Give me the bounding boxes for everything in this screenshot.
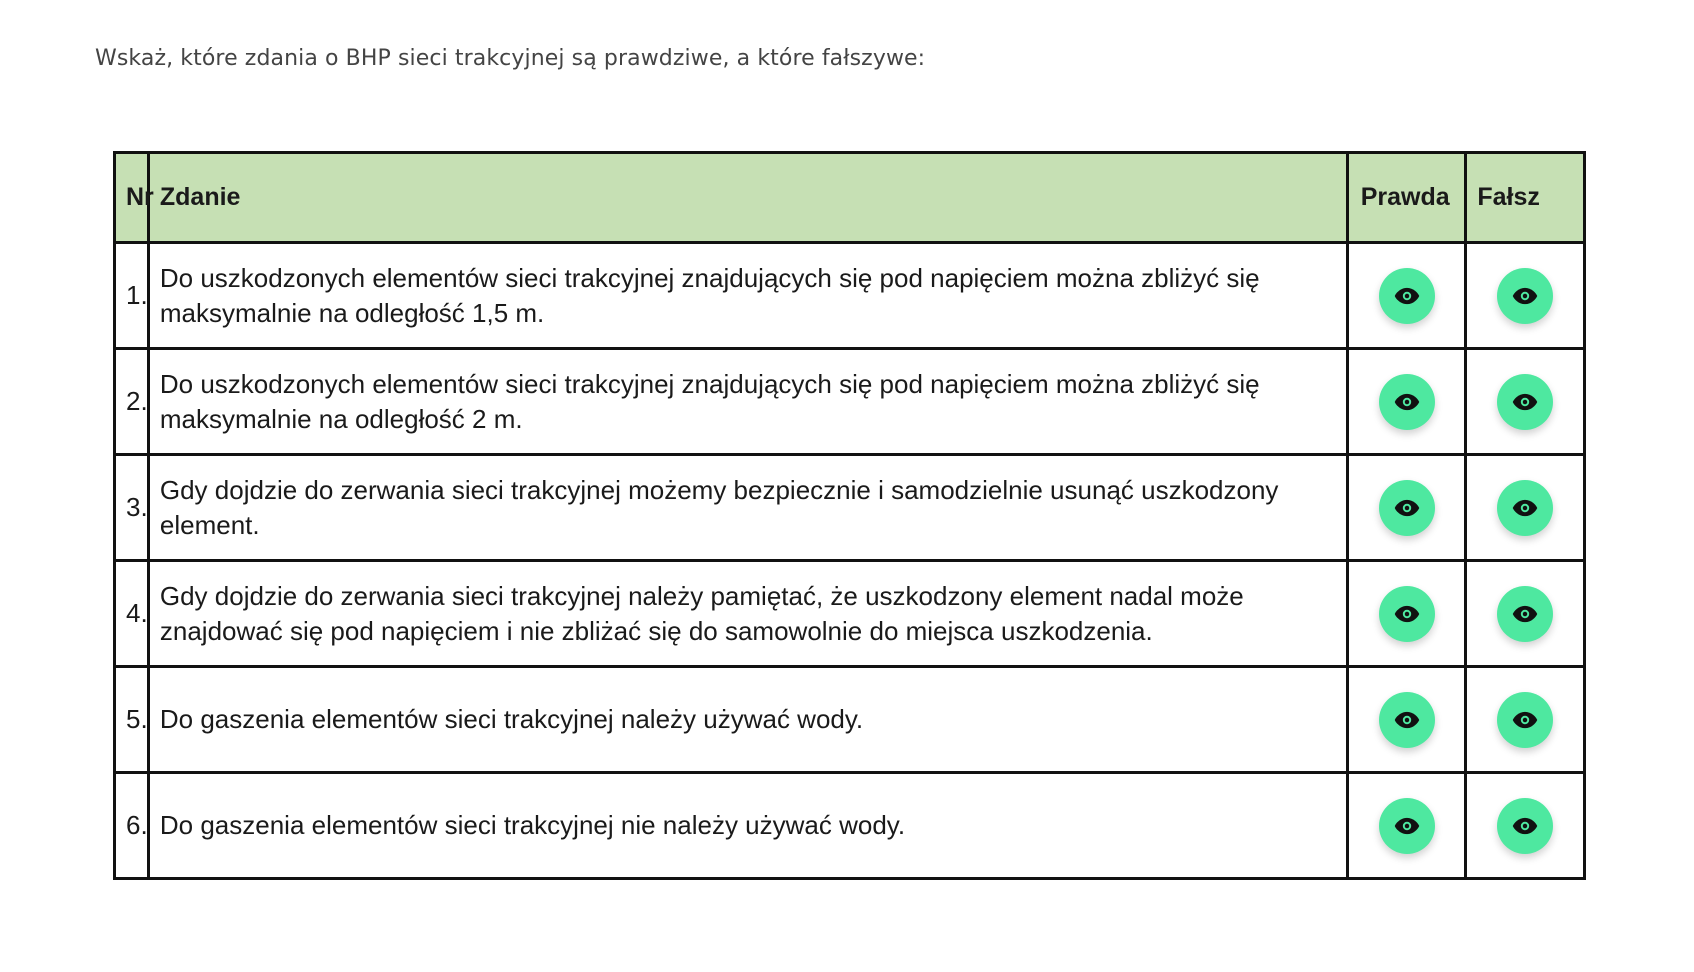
eye-icon <box>1511 388 1539 416</box>
reveal-true-button[interactable] <box>1379 692 1435 748</box>
table-row <box>115 667 1585 773</box>
eye-icon <box>1393 494 1421 522</box>
row-number: 2. <box>115 349 149 455</box>
answer-cell-true <box>1347 773 1466 879</box>
answer-cell-false <box>1466 773 1585 879</box>
reveal-false-button[interactable] <box>1497 374 1553 430</box>
answer-cell-false <box>1466 349 1585 455</box>
reveal-true-button[interactable] <box>1379 374 1435 430</box>
statement-text: Gdy dojdzie do zerwania sieci trakcyjnej należy pamiętać, że uszkodzony element nadal może znajdować się pod napięciem i nie zbliżać się do samowolnie do miejsca uszkodzenia. <box>148 561 1347 667</box>
answer-cell-false <box>1466 455 1585 561</box>
answer-cell-true <box>1347 243 1466 349</box>
answer-cell-true <box>1347 455 1466 561</box>
eye-icon <box>1393 388 1421 416</box>
table-header-row <box>115 153 1585 243</box>
statement-text: Do gaszenia elementów sieci trakcyjnej nie należy używać wody. <box>148 773 1347 879</box>
row-number: 5. <box>115 667 149 773</box>
header-true: Prawda <box>1347 153 1466 243</box>
statement-text: Do uszkodzonych elementów sieci trakcyjnej znajdujących się pod napięciem można zbliżyć się maksymalnie na odległość 2 m. <box>148 349 1347 455</box>
reveal-true-button[interactable] <box>1379 586 1435 642</box>
answer-cell-false <box>1466 667 1585 773</box>
reveal-true-button[interactable] <box>1379 798 1435 854</box>
answer-cell-true <box>1347 349 1466 455</box>
answer-cell-true <box>1347 561 1466 667</box>
row-number: 6. <box>115 773 149 879</box>
row-number: 3. <box>115 455 149 561</box>
eye-icon <box>1393 282 1421 310</box>
header-false: Fałsz <box>1466 153 1585 243</box>
eye-icon <box>1511 282 1539 310</box>
table-row <box>115 455 1585 561</box>
statement-text: Do uszkodzonych elementów sieci trakcyjnej znajdujących się pod napięciem można zbliżyć się maksymalnie na odległość 1,5 m. <box>148 243 1347 349</box>
eye-icon <box>1393 706 1421 734</box>
reveal-false-button[interactable] <box>1497 480 1553 536</box>
eye-icon <box>1393 600 1421 628</box>
answer-cell-true <box>1347 667 1466 773</box>
row-number: 1. <box>115 243 149 349</box>
eye-icon <box>1511 494 1539 522</box>
reveal-true-button[interactable] <box>1379 268 1435 324</box>
reveal-false-button[interactable] <box>1497 268 1553 324</box>
answer-cell-false <box>1466 243 1585 349</box>
eye-icon <box>1393 812 1421 840</box>
statement-text: Do gaszenia elementów sieci trakcyjnej należy używać wody. <box>148 667 1347 773</box>
instruction-text: Wskaż, które zdania o BHP sieci trakcyjnej są prawdziwe, a które fałszywe: <box>95 46 926 71</box>
table-row <box>115 243 1585 349</box>
reveal-false-button[interactable] <box>1497 798 1553 854</box>
answer-cell-false <box>1466 561 1585 667</box>
table-row <box>115 773 1585 879</box>
row-number: 4. <box>115 561 149 667</box>
table-row <box>115 349 1585 455</box>
eye-icon <box>1511 812 1539 840</box>
eye-icon <box>1511 600 1539 628</box>
reveal-true-button[interactable] <box>1379 480 1435 536</box>
eye-icon <box>1511 706 1539 734</box>
statement-text: Gdy dojdzie do zerwania sieci trakcyjnej możemy bezpiecznie i samodzielnie usunąć uszkodzony element. <box>148 455 1347 561</box>
table-row <box>115 561 1585 667</box>
true-false-table <box>113 151 1586 880</box>
header-statement: Zdanie <box>148 153 1347 243</box>
reveal-false-button[interactable] <box>1497 692 1553 748</box>
header-nr: Nr <box>115 153 149 243</box>
reveal-false-button[interactable] <box>1497 586 1553 642</box>
